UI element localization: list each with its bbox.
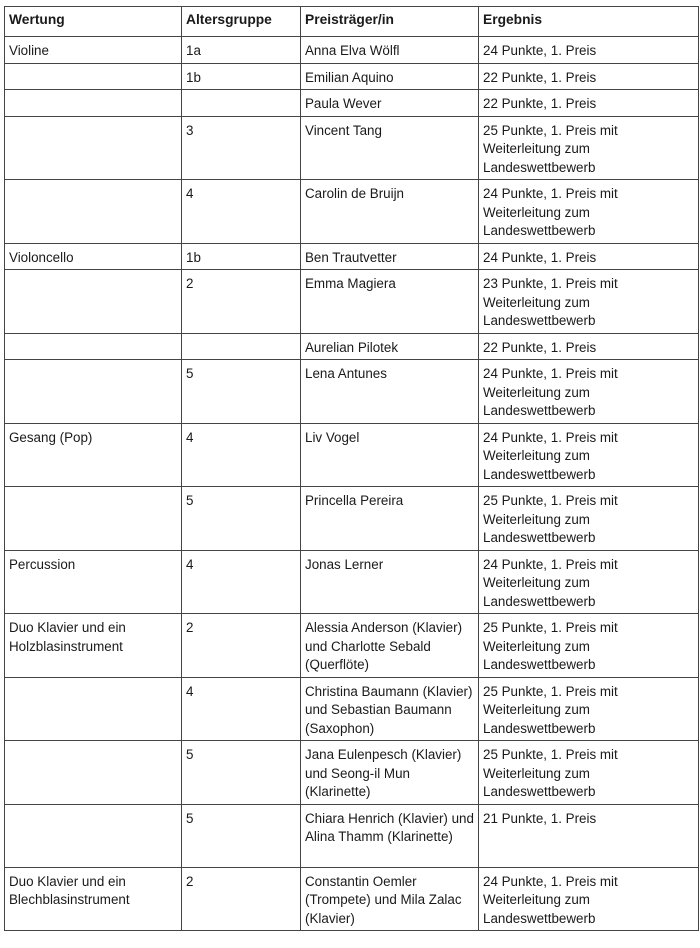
cell-altersgruppe	[182, 333, 301, 360]
cell-altersgruppe: 5	[182, 741, 301, 805]
results-table	[4, 6, 699, 931]
table-row	[5, 90, 699, 117]
cell-ergebnis: 25 Punkte, 1. Preis mit Weiterleitung zum Landeswettbewerb	[479, 677, 699, 741]
cell-preistraeger: Chiara Henrich (Klavier) und Alina Thamm (Klarinette)	[301, 804, 479, 867]
cell-ergebnis: 25 Punkte, 1. Preis mit Weiterleitung zum Landeswettbewerb	[479, 614, 699, 678]
cell-ergebnis: 25 Punkte, 1. Preis mit Weiterleitung zum Landeswettbewerb	[479, 116, 699, 180]
cell-altersgruppe: 1b	[182, 243, 301, 270]
cell-preistraeger: Jana Eulenpesch (Klavier) und Seong-il Mun (Klarinette)	[301, 741, 479, 805]
table-row	[5, 550, 699, 614]
cell-altersgruppe: 4	[182, 550, 301, 614]
cell-preistraeger: Paula Wever	[301, 90, 479, 117]
table-row	[5, 614, 699, 678]
cell-altersgruppe: 1a	[182, 37, 301, 64]
cell-wertung	[5, 487, 182, 551]
header-ergebnis: Ergebnis	[479, 7, 699, 37]
cell-ergebnis: 22 Punkte, 1. Preis	[479, 333, 699, 360]
table-row	[5, 270, 699, 334]
cell-wertung	[5, 741, 182, 805]
table-row	[5, 867, 699, 931]
cell-ergebnis: 23 Punkte, 1. Preis mit Weiterleitung zum Landeswettbewerb	[479, 270, 699, 334]
cell-ergebnis: 24 Punkte, 1. Preis mit Weiterleitung zum Landeswettbewerb	[479, 550, 699, 614]
table-row	[5, 487, 699, 551]
cell-altersgruppe: 3	[182, 116, 301, 180]
cell-ergebnis: 25 Punkte, 1. Preis mit Weiterleitung zum Landeswettbewerb	[479, 487, 699, 551]
cell-ergebnis: 22 Punkte, 1. Preis	[479, 63, 699, 90]
table-row	[5, 804, 699, 867]
cell-preistraeger: Princella Pereira	[301, 487, 479, 551]
cell-altersgruppe: 5	[182, 360, 301, 424]
cell-preistraeger: Alessia Anderson (Klavier) und Charlotte Sebald (Querflöte)	[301, 614, 479, 678]
table-row	[5, 333, 699, 360]
table-row	[5, 63, 699, 90]
cell-wertung	[5, 333, 182, 360]
cell-wertung: Percussion	[5, 550, 182, 614]
cell-preistraeger: Liv Vogel	[301, 423, 479, 487]
cell-ergebnis: 21 Punkte, 1. Preis	[479, 804, 699, 867]
table-row	[5, 180, 699, 244]
cell-wertung	[5, 804, 182, 867]
cell-altersgruppe: 1b	[182, 63, 301, 90]
cell-ergebnis: 24 Punkte, 1. Preis mit Weiterleitung zum Landeswettbewerb	[479, 360, 699, 424]
header-preistraeger: Preisträger/in	[301, 7, 479, 37]
table-row	[5, 360, 699, 424]
table-row	[5, 423, 699, 487]
cell-wertung	[5, 116, 182, 180]
cell-preistraeger: Christina Baumann (Klavier) und Sebastian Baumann (Saxophon)	[301, 677, 479, 741]
table-row	[5, 37, 699, 64]
cell-altersgruppe: 2	[182, 867, 301, 931]
cell-wertung	[5, 90, 182, 117]
cell-preistraeger: Vincent Tang	[301, 116, 479, 180]
cell-altersgruppe: 5	[182, 487, 301, 551]
cell-altersgruppe: 2	[182, 270, 301, 334]
cell-wertung	[5, 270, 182, 334]
cell-preistraeger: Carolin de Bruijn	[301, 180, 479, 244]
cell-altersgruppe: 4	[182, 423, 301, 487]
cell-wertung	[5, 180, 182, 244]
table-row	[5, 116, 699, 180]
cell-wertung	[5, 360, 182, 424]
cell-preistraeger: Lena Antunes	[301, 360, 479, 424]
cell-preistraeger: Ben Trautvetter	[301, 243, 479, 270]
cell-preistraeger: Anna Elva Wölfl	[301, 37, 479, 64]
header-wertung: Wertung	[5, 7, 182, 37]
cell-preistraeger: Emma Magiera	[301, 270, 479, 334]
cell-preistraeger: Constantin Oemler (Trompete) und Mila Zalac (Klavier)	[301, 867, 479, 931]
table-row	[5, 677, 699, 741]
cell-wertung: Violoncello	[5, 243, 182, 270]
cell-preistraeger: Aurelian Pilotek	[301, 333, 479, 360]
cell-preistraeger: Jonas Lerner	[301, 550, 479, 614]
cell-altersgruppe: 2	[182, 614, 301, 678]
cell-wertung: Duo Klavier und ein Holzblasinstrument	[5, 614, 182, 678]
table-row	[5, 741, 699, 805]
table-row	[5, 243, 699, 270]
cell-wertung: Duo Klavier und ein Blechblasinstrument	[5, 867, 182, 931]
cell-altersgruppe: 5	[182, 804, 301, 867]
header-altersgruppe: Altersgruppe	[182, 7, 301, 37]
cell-ergebnis: 24 Punkte, 1. Preis	[479, 37, 699, 64]
cell-wertung	[5, 677, 182, 741]
cell-altersgruppe: 4	[182, 180, 301, 244]
cell-altersgruppe: 4	[182, 677, 301, 741]
cell-ergebnis: 22 Punkte, 1. Preis	[479, 90, 699, 117]
cell-altersgruppe	[182, 90, 301, 117]
cell-wertung: Gesang (Pop)	[5, 423, 182, 487]
table-body	[5, 37, 699, 931]
cell-wertung: Violine	[5, 37, 182, 64]
cell-ergebnis: 24 Punkte, 1. Preis mit Weiterleitung zum Landeswettbewerb	[479, 867, 699, 931]
cell-ergebnis: 25 Punkte, 1. Preis mit Weiterleitung zum Landeswettbewerb	[479, 741, 699, 805]
cell-ergebnis: 24 Punkte, 1. Preis mit Weiterleitung zum Landeswettbewerb	[479, 423, 699, 487]
cell-ergebnis: 24 Punkte, 1. Preis mit Weiterleitung zum Landeswettbewerb	[479, 180, 699, 244]
header-row	[5, 7, 699, 37]
cell-wertung	[5, 63, 182, 90]
cell-preistraeger: Emilian Aquino	[301, 63, 479, 90]
cell-ergebnis: 24 Punkte, 1. Preis	[479, 243, 699, 270]
